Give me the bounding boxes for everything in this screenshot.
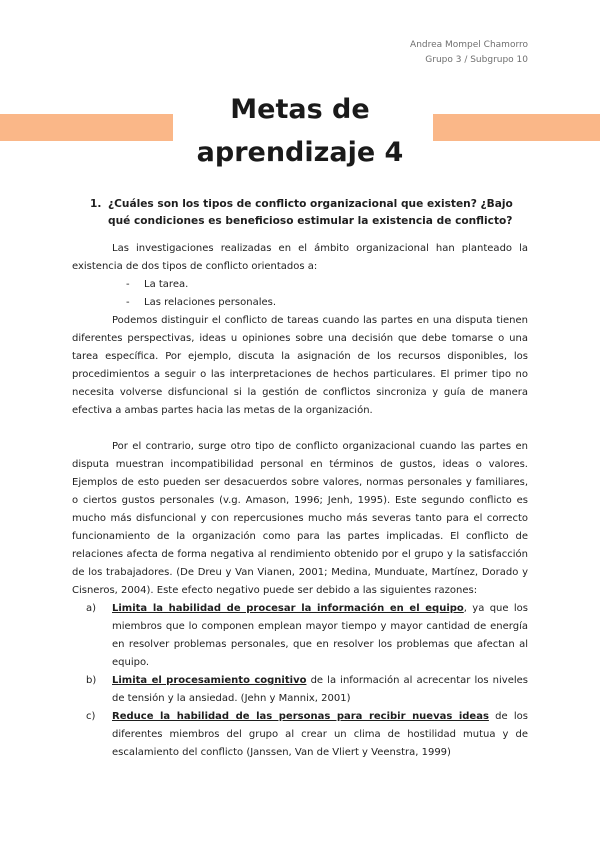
page-title [150,88,450,174]
reason-highlight: Limita el procesamiento cognitivo [112,675,307,686]
bullet-marker: - [126,297,130,308]
title-line-2: aprendizaje 4 [196,137,404,168]
group-label: Grupo 3 / Subgrupo 10 [425,55,528,65]
paragraph-spacer [72,420,528,438]
list-item [126,276,528,294]
reason-highlight: Reduce la habilidad de las personas para recibir nuevas ideas [112,711,489,722]
relations-conflict-paragraph: Por el contrario, surge otro tipo de conflicto organizacional cuando las partes en disputa muestran incompatibilidad personal en términos de gustos, ideas o valores. Ejemplos de esto pueden ser desacuerdos sobre valores, normas personales y familiares, o ciertos gustos personales (v.g. Amason, 1996; Jenh, 1995). Este segundo conflicto es mucho más disfuncional y con repercusiones mucho más severas tanto para el correcto funcionamiento de la organización como para las partes implicadas. El conflicto de relaciones afecta de forma negativa al rendimiento obtenido por el grupo y la satisfacción de los trabajadores. (De Dreu y Van Vianen, 2001; Medina, Munduate, Martínez, Dorado y Cisneros, 2004). Este efecto negativo puede ser debido a las siguientes razones: [72,441,528,596]
question-text: ¿Cuáles son los tipos de conflicto organizacional que existen? ¿Bajo qué condiciones es beneficioso estimular la existencia de conflicto? [108,198,513,227]
reason-rest: , ya que los miembros que lo componen emplean mayor tiempo y mayor cantidad de energía en resolver problemas personales, que en resolver los problemas que afectan al equipo. [112,603,528,668]
reason-text [112,600,528,672]
list-letter: b) [86,675,97,686]
bullet-text: La tarea. [144,279,189,290]
title-line-1: Metas de [230,94,370,125]
document-body [72,196,528,762]
list-item [72,672,528,708]
author-name: Andrea Mompel Chamorro [410,40,528,50]
accent-bar-left [0,114,173,141]
list-letter: c) [86,711,96,722]
question-number: 1. [90,198,102,210]
list-item [72,600,528,672]
list-letter: a) [86,603,97,614]
intro-paragraph: Las investigaciones realizadas en el ámbito organizacional han planteado la existencia de dos tipos de conflicto orientados a: [72,243,528,272]
accent-bar-right [433,114,600,141]
question-heading [72,196,528,230]
bullet-text: Las relaciones personales. [144,297,277,308]
list-item [72,708,528,762]
reason-rest: de la información al acrecentar los niveles de tensión y la ansiedad. (Jehn y Mannix, 2001) [112,675,529,704]
reason-rest: de los diferentes miembros del grupo al crear un clima de hostilidad mutua y de escalamiento del conflicto (Janssen, Van de Vliert y Veenstra, 1999) [112,711,528,758]
reason-text [112,708,528,762]
task-conflict-paragraph: Podemos distinguir el conflicto de tareas cuando las partes en una disputa tienen diferentes perspectivas, ideas u opiniones sobre una decisión que debe tomarse o una tarea específica. Por ejemplo, discuta la asignación de los recursos disponibles, los procedimientos a seguir o las interpretaciones de hechos particulares. El primer tipo no necesita volverse disfuncional si la gestión de conflictos sincroniza y guía de manera efectiva a ambas partes hacia las metas de la organización. [72,315,528,416]
list-item [126,294,528,312]
bullet-marker: - [126,279,130,290]
reason-text [112,672,528,708]
page-header [410,38,528,68]
reason-highlight: Limita la habilidad de procesar la información en el equipo [112,603,464,614]
